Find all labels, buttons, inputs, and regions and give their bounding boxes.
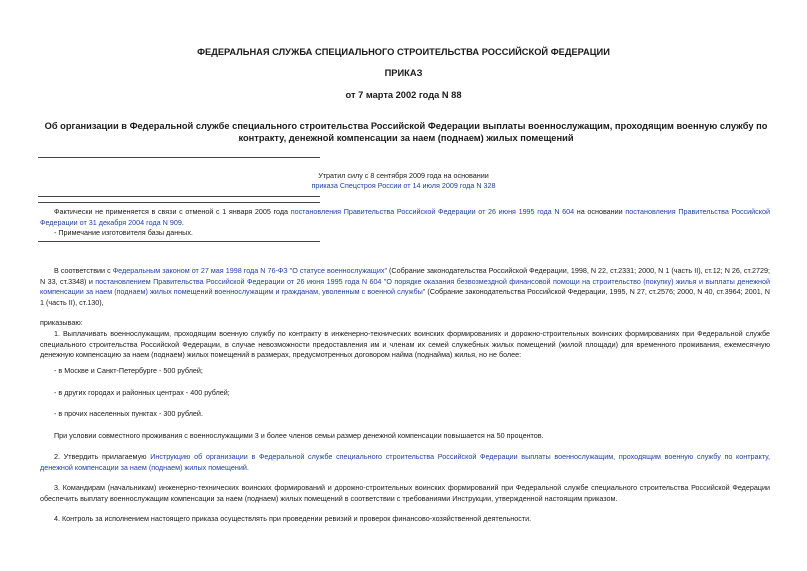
limit-cities: - в других городах и районных центрах - 400 рублей; [54,388,230,397]
doc-type-heading: ПРИКАЗ [384,68,423,78]
item-4: 4. Контроль за исполнением настоящего приказа осуществлять при проведении ревизий и проверок финансово-хозяйственной деятельности. [54,514,532,523]
decree-604-link[interactable]: постановлением Правительства Российской Федерации от 26 июня 1995 года N 604 "О порядке оказания безвозмездной финансовой помощи на строительство (покупку) жилья и выплаты денежной компенсации за наем (поднаем) жилых помещений военнослужащим и гражданам, уволенным с военной службы" [40,276,771,296]
note-link-909[interactable]: постановления Правительства Российской Федерации от 31 декабря 2004 года N 909 [40,207,771,227]
divider [38,157,320,158]
note-link-604[interactable]: постановления Правительства Российской Федерации от 26 июня 1995 года N 604 [290,207,575,216]
item-3: 3. Командирам (начальникам) инженерно-технических воинских формирований и дорожно-строительных воинских формирований при Федеральной службе специального строительства Российской Федерации обеспечить выплату военнослужащим компенсации за наем (поднаем) жилых помещений в соответствии с требованиями Инструкции, утвержденной настоящим приказом. [40,483,770,503]
note-text: . [181,217,184,227]
note-text: на основании [576,207,623,216]
status-text: Утратил силу с 8 сентября 2009 года на основании [318,171,489,180]
divider [38,202,320,203]
agency-heading: ФЕДЕРАЛЬНАЯ СЛУЖБА СПЕЦИАЛЬНОГО СТРОИТЕЛЬСТВА РОССИЙСКОЙ ФЕДЕРАЦИИ [197,47,610,57]
divider [38,196,320,197]
item-1-end: При условии совместного проживания с военнослужащими 3 и более членов семьи размер денежной компенсации повышается на 50 процентов. [54,431,544,440]
item-2 [40,452,770,473]
order-word: приказываю: [40,318,83,327]
preamble-text: В соответствии с [54,266,111,275]
preamble-text: (Собрание законодательства Российской Федерации, 1998, N 22, ст.2331; 2000, N 1 (часть II), ст.12; N 26, ст.2729; N 33, ст.3348) и [40,266,771,286]
preamble-paragraph [40,266,770,308]
document-title: Об организации в Федеральной службе специального строительства Российской Федерации выплаты военнослужащим, проходящим военную службу по контракту, денежной компенсации за наем (поднаем) жилых помещений [44,121,768,143]
limit-other: - в прочих населенных пунктах - 300 рублей. [54,409,203,418]
preamble-text: (Собрание законодательства Российской Федерации, 1995, N 27, ст.2576; 2000, N 40, ст.3964; 2001, N 1 (часть II), ст.130), [40,287,770,307]
item-1: 1. Выплачивать военнослужащим, проходящим военную службу по контракту в инженерно-технических воинских формированиях и дорожно-строительных воинских формированиях при Федеральной службе специального строительства Российской Федерации, в случае невозможности предоставления им и членам их семей служебных жилых помещений (жилой площади) для временного проживания, ежемесячную денежную компенсацию за наем (поднаем) жилых помещений в размерах, предусмотренных договором найма (поднайма) жилья, но не более: [40,329,770,359]
limit-moscow: - в Москве и Санкт-Петербурге - 500 рублей; [54,366,203,375]
date-number-heading: от 7 марта 2002 года N 88 [345,90,462,100]
note-block [40,207,770,239]
instruction-link[interactable]: Инструкцию об организации в Федеральной службе специального строительства Российской Федерации выплаты военнослужащим, проходящим военную службу по контракту, денежной компенсации за наем (поднаем) жилых помещений [40,452,771,472]
item-2-text: 2. Утвердить прилагаемую [54,452,147,461]
law-76fz-link[interactable]: Федеральным законом от 27 мая 1998 года N 76-ФЗ "О статусе военнослужащих" [112,266,387,275]
note-footnote: - Примечание изготовителя базы данных. [54,228,193,237]
note-text: Фактически не применяется в связи с отменой с 1 января 2005 года [54,207,289,216]
divider [38,241,320,242]
item-2-text: . [246,462,249,472]
status-block [0,171,807,191]
repeal-link[interactable]: приказа Спецстроя России от 14 июля 2009 года N 328 [311,181,496,190]
